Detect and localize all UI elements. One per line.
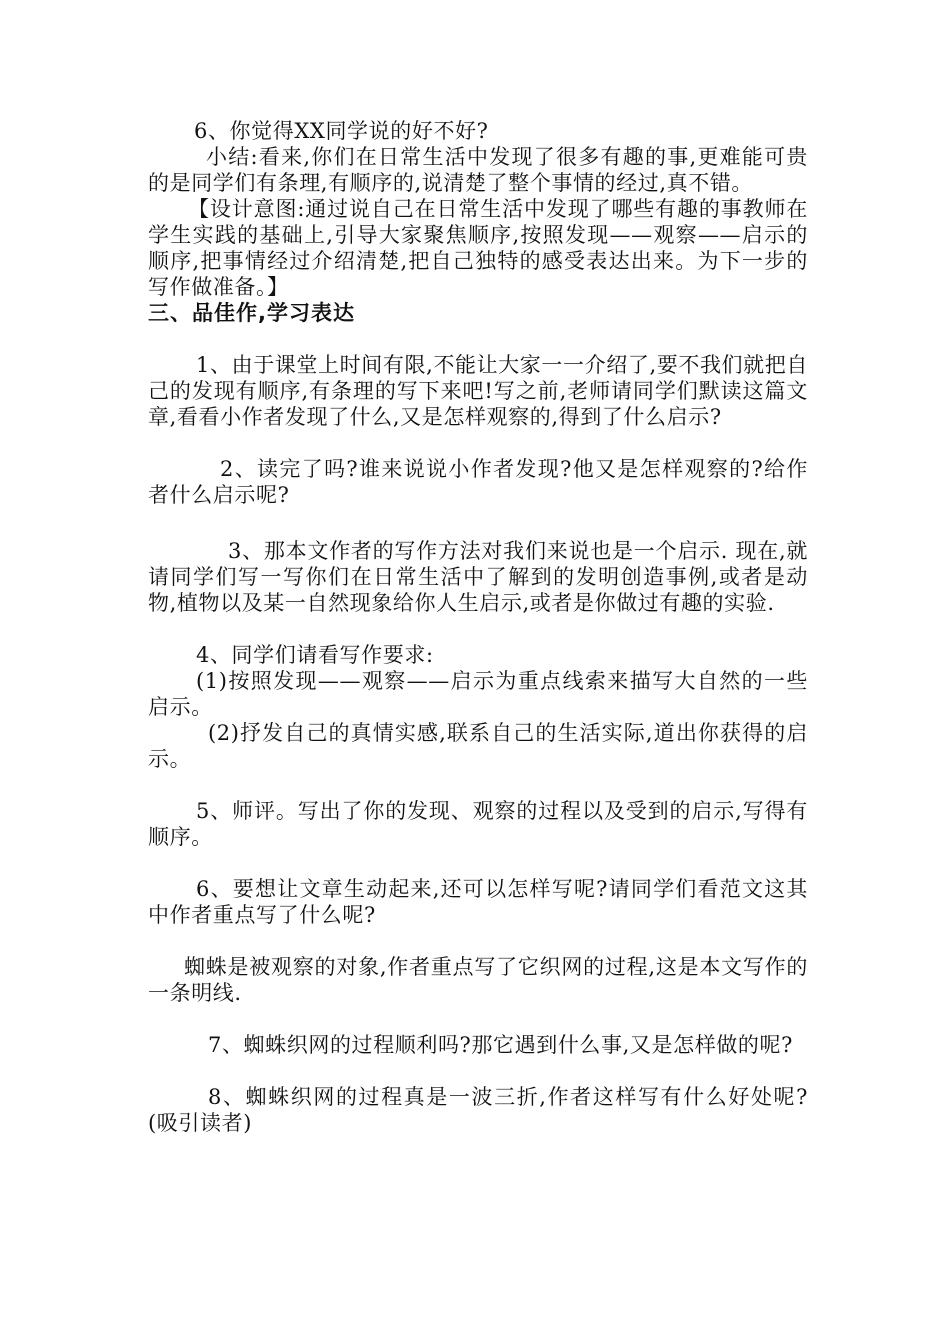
paragraph-question-6: 6、你觉得XX同学说的好不好? [194, 119, 489, 143]
paragraph-step-5: 5、师评。写出了你的发现、观察的过程以及受到的启示,写得有顺序。 [148, 799, 808, 849]
paragraph-summary: 小结:看来,你们在日常生活中发现了很多有趣的事,更难能可贵的是同学们有条理,有顺序的,说清楚了整个事情的经过,真不错。 [148, 145, 808, 195]
paragraph-step-6: 6、要想让文章生动起来,还可以怎样写呢?请同学们看范文这其中作者重点写了什么呢? [148, 877, 808, 927]
paragraph-step-3: 3、那本文作者的写作方法对我们来说也是一个启示. 现在,就请同学们写一写你们在日常生活中了解到的发明创造事例,或者是动物,植物以及某一自然现象给你人生启示,或者是你做过有趣的实验. [148, 539, 808, 615]
document-body [148, 118, 808, 1136]
section-heading: 三、品佳作,学习表达 [148, 301, 355, 325]
paragraph-design-intent: 【设计意图:通过说自己在日常生活中发现了哪些有趣的事教师在学生实践的基础上,引导大家聚焦顺序,按照发现——观察——启示的顺序,把事情经过介绍清楚,把自己独特的感受表达出来。为下一步的写作做准备。】 [148, 197, 808, 299]
paragraph-step-7: 7、蜘蛛织网的过程顺利吗?那它遇到什么事,又是怎样做的呢? [208, 1033, 793, 1057]
paragraph-step-8: 8、蜘蛛织网的过程真是一波三折,作者这样写有什么好处呢?(吸引读者) [148, 1085, 808, 1135]
paragraph-requirement-2: (2)抒发自己的真情实感,联系自己的生活实际,道出你获得的启示。 [148, 721, 808, 771]
paragraph-spider-note: 蜘蛛是被观察的对象,作者重点写了它织网的过程,这是本文写作的一条明线. [148, 955, 808, 1005]
paragraph-step-1: 1、由于课堂上时间有限,不能让大家一一介绍了,要不我们就把自己的发现有顺序,有条理的写下来吧!写之前,老师请同学们默读这篇文章,看看小作者发现了什么,又是怎样观察的,得到了什么启示? [148, 353, 808, 429]
paragraph-requirement-1: (1)按照发现——观察——启示为重点线索来描写大自然的一些启示。 [148, 669, 808, 719]
paragraph-step-2: 2、读完了吗?谁来说说小作者发现?他又是怎样观察的?给作者什么启示呢? [148, 457, 808, 507]
paragraph-step-4: 4、同学们请看写作要求: [196, 643, 434, 667]
